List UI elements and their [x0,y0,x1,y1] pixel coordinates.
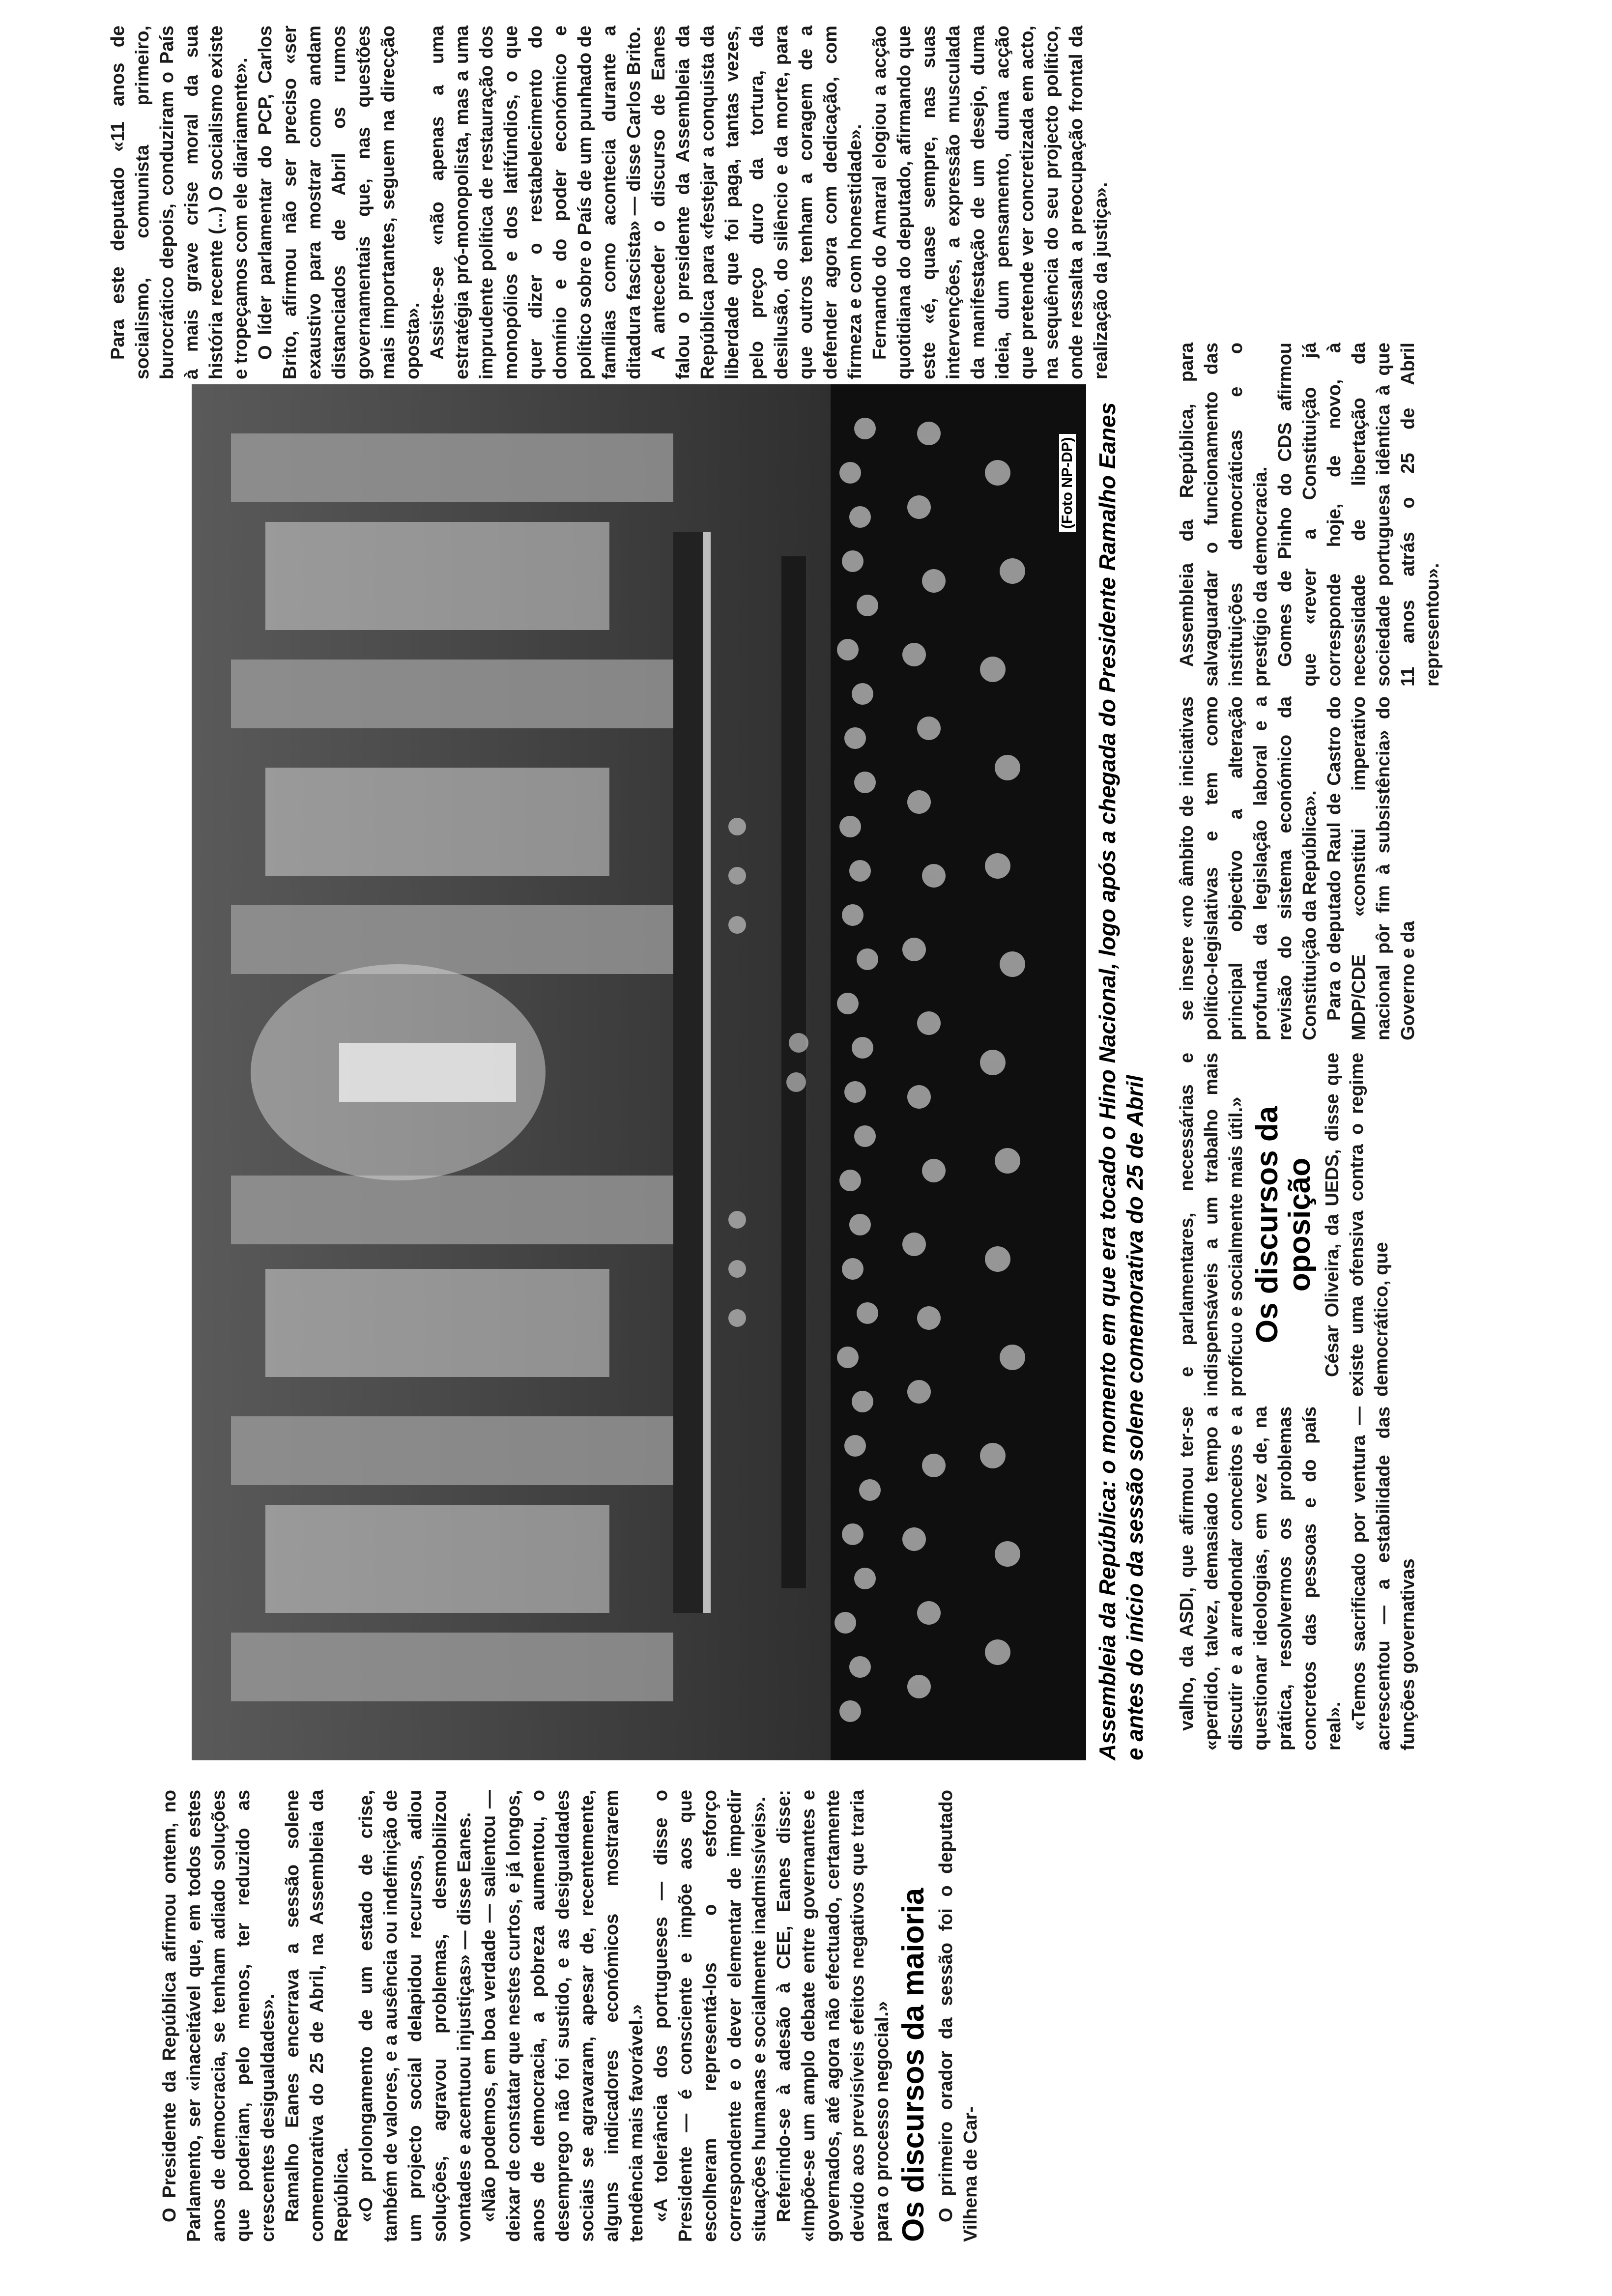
photo-credit: (Foto NP-DP) [1059,434,1076,532]
parliament-photo [192,384,1086,1760]
article-column-3 [1175,1053,1394,1397]
paragraph: Assiste-se «não apenas a uma estratégia pró-monopolista, mas a uma imprudente política de restauração dos monopólios e dos latifúndios, o que quer dizer o restabelecimento do domínio e do poder económico e político sobre o País de um punhado de famílias como acontecia durante a ditadura fascista» — disse Carlos Brito. [427,26,644,379]
photo-caption: Assembleia da República: o momento em que era tocado o Hino Nacional, logo após a chegada do Presidente Ramalho Eanes e antes do início da sessão solene comemorativa do 25 de Abril [1094,402,1148,1760]
article-column-1 [157,1790,983,2242]
paragraph: «A tolerância dos portugueses — disse o Presidente — é consciente e impõe aos que escolheram representá-los o esforço correspondente e o dever elementar de impedir situações humanas e socialmente inadmissíveis». [651,1790,770,2242]
paragraph: Gomes de Pinho do CDS afirmou que «rever a Constituição já corresponde hoje, de novo, à necessidade de libertação da sociedade portuguesa idêntica à que 11 anos atrás o 25 de Abril representou». [1275,343,1443,687]
paragraph: Para este deputado «11 anos de socialismo, comunista primeiro, burocrático depois, conduziram o País à mais grave crise moral da sua história recente (...) O socialismo existe e tropeçamos com ele diariamente». [108,26,251,379]
section-heading-majority: Os discursos da maioria [896,1888,930,2242]
paragraph: O primeiro orador da sessão foi o deputado Vilhena de Car- [936,1790,981,2242]
paragraph: Para o deputado Raul de Castro do MDP/CDE «constitui imperativo nacional pôr fim à subsistência» do Governo e da [1324,696,1418,1040]
paragraph: «Temos sacrificado por ventura — acrescentou — a estabilidade das funções governativas [1349,1406,1418,1751]
paragraph: e parlamentares, necessárias e indispensáveis a um trabalho mais profícuo e socialmente mais útil.» [1177,1053,1246,1397]
paragraph: Assembleia da República, para salvaguardar o funcionamento das instituições democráticas e o prestígio da democracia. [1177,343,1271,687]
article-column-2 [1175,1406,1420,1751]
paragraph: Referindo-se à adesão à CEE, Eanes disse: «Impõe-se um amplo debate entre governantes e governados, até agora não efectuado, certamente devido aos previsíveis efeitos negativos que traria para o processo negocial.» [774,1790,892,2242]
paragraph: Ramalho Eanes encerrava a sessão solene comemorativa do 25 de Abril, na Assembleia da República. [282,1790,352,2242]
paragraph: O Presidente da República afirmou ontem, no Parlamento, ser «inaceitável que, em todos estes anos de democracia, se tenham adiado soluções que poderiam, pelo menos, ter reduzido as crescentes desigualdades». [159,1790,278,2242]
paragraph: «Não podemos, em boa verdade — salientou — deixar de constatar que nestes curtos, e já longos, anos de democracia, a pobreza aumentou, o desemprego não foi sustido, e as desigualdades sociais se agravaram, apesar de, recentemente, alguns indicadores económicos mostrarem tendência mais favorável.» [479,1790,647,2242]
paragraph: A anteceder o discurso de Eanes falou o presidente da Assembleia da República para «festejar a conquista da liberdade que foi paga, tantas vezes, pelo preço duro da tortura, da desilusão, do silêncio e da morte, para que outros tenham a coragem de a defender agora com dedicação, com firmeza e com honestidade». [648,26,865,379]
paragraph: O líder parlamentar do PCP, Carlos Brito, afirmou não ser preciso «ser exaustivo para mostrar como andam distanciados de Abril os rumos governamentais que, nas questões mais importantes, seguem na direcção oposta». [255,26,423,379]
paragraph: valho, da ASDI, que afirmou ter-se «perdido, talvez, demasiado tempo a discutir e a arredondar conceitos e a questionar ideologias, em vez de, na prática, resolvermos os problemas concretos das pessoas e do país real». [1177,1406,1345,1751]
article-column-4 [1175,696,1420,1040]
paragraph: se insere «no âmbito de iniciativas político-legislativas e tem como principal objectivo a alteração profunda da legislação laboral e a revisão do sistema económico da Constituição da República». [1177,696,1320,1040]
section-heading-opposition: Os discursos da oposição [1250,1106,1317,1344]
article-column-6 [106,26,1113,379]
paragraph: «O prolongamento de um estado de crise, também de valores, e a ausência ou indefinição de um projecto social delapidou recursos, adiou soluções, agravou problemas, desmobilizou vontades e acentuou injustiças» — disse Eanes. [356,1790,475,2242]
paragraph: Fernando do Amaral elogiou a acção quotidiana do deputado, afirmando que este «é, quase sempre, nas suas intervenções, a expressão musculada da manifestação de um desejo, duma ideia, dum pensamento, duma acção que pretende ver concretizada em acto, na sequência do seu projecto político, onde ressalta a preocupação frontal da realização da justiça». [869,26,1111,379]
photo-image [192,384,1086,1760]
article-column-5 [1175,343,1445,687]
paragraph: César Oliveira, da UEDS, disse que existe uma ofensiva contra o regime democrático, que [1322,1053,1392,1397]
